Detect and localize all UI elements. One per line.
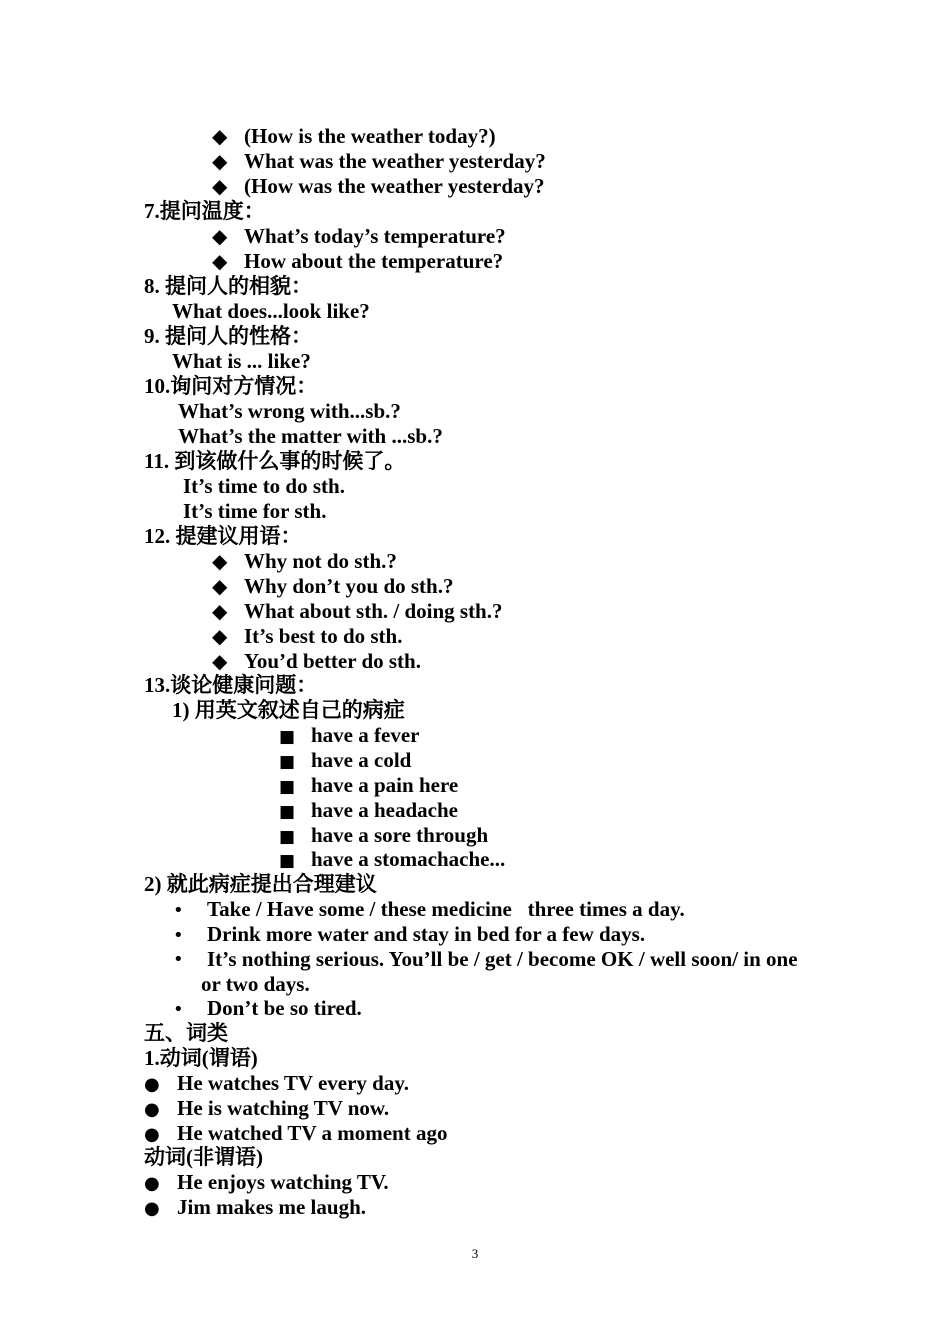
square-bullet-icon: ■ <box>279 851 296 871</box>
square-bullet-icon: ■ <box>279 777 296 797</box>
list-item <box>173 922 645 947</box>
list-item-text: Why not do sth.? <box>244 549 397 573</box>
diamond-bullet-icon: ◆ <box>212 174 228 198</box>
diamond-bullet-icon: ◆ <box>212 249 228 273</box>
list-item-text: How about the temperature? <box>244 249 504 273</box>
list-item <box>279 748 411 773</box>
diamond-bullet-icon: ◆ <box>212 574 228 598</box>
section-heading: 11. 到该做什么事的时候了。 <box>144 449 406 473</box>
list-item <box>212 174 545 199</box>
list-item-text: (How is the weather today?) <box>244 124 496 148</box>
filled-circle-bullet-icon: ● <box>144 1099 160 1120</box>
diamond-bullet-icon: ◆ <box>212 124 228 148</box>
list-item <box>212 149 546 174</box>
list-item-text: He is watching TV now. <box>177 1096 390 1120</box>
phrase-line: What’s wrong with...sb.? <box>178 399 401 423</box>
diamond-bullet-icon: ◆ <box>212 599 228 623</box>
square-bullet-icon: ■ <box>279 752 296 772</box>
diamond-bullet-icon: ◆ <box>212 649 228 673</box>
list-item <box>212 549 397 574</box>
list-item-text: (How was the weather yesterday? <box>244 174 545 198</box>
list-item-text: It’s nothing serious. You’ll be / get / become OK / well soon/ in one or two days. <box>201 947 798 996</box>
list-item <box>212 649 421 674</box>
list-item-text: He watched TV a moment ago <box>177 1121 448 1145</box>
list-item-text: What’s today’s temperature? <box>244 224 506 248</box>
subsection-heading: 1) 用英文叙述自己的病症 <box>172 698 405 722</box>
section-heading: 13.谈论健康问题： <box>144 673 318 697</box>
list-item-text: Jim makes me laugh. <box>177 1195 366 1219</box>
phrase-line: It’s time to do sth. <box>183 474 345 498</box>
list-item-text: What was the weather yesterday? <box>244 149 546 173</box>
list-item <box>279 823 488 848</box>
list-item <box>279 798 458 823</box>
list-item <box>212 224 506 249</box>
list-item <box>279 723 419 748</box>
diamond-bullet-icon: ◆ <box>212 549 228 573</box>
list-item <box>144 1170 389 1195</box>
list-item <box>212 249 503 274</box>
list-item <box>173 897 685 922</box>
filled-circle-bullet-icon: ● <box>144 1124 160 1145</box>
subsection-heading: 2) 就此病症提出合理建议 <box>144 872 377 896</box>
list-item-text: have a cold <box>311 748 412 772</box>
page-number: 3 <box>471 1246 479 1261</box>
round-bullet-icon: • <box>173 900 184 921</box>
phrase-line: What’s the matter with ...sb.? <box>178 424 443 448</box>
round-bullet-icon: • <box>173 925 184 946</box>
list-item <box>144 1121 447 1146</box>
section-heading: 五、词类 <box>144 1021 228 1045</box>
list-item-text: have a pain here <box>311 773 459 797</box>
list-item-text: Drink more water and stay in bed for a few days. <box>207 922 646 946</box>
list-item <box>144 1195 366 1220</box>
phrase-line: What does...look like? <box>172 299 370 323</box>
list-item <box>173 996 362 1021</box>
subsection-heading: 动词(非谓语) <box>144 1145 263 1169</box>
list-item-text: have a headache <box>311 798 458 822</box>
list-item <box>212 624 402 649</box>
list-item-text: Don’t be so tired. <box>207 996 362 1020</box>
list-item <box>279 847 505 872</box>
section-heading: 10.询问对方情况： <box>144 374 318 398</box>
section-heading: 8. 提问人的相貌： <box>144 274 312 298</box>
section-heading: 9. 提问人的性格： <box>144 324 312 348</box>
filled-circle-bullet-icon: ● <box>144 1074 160 1095</box>
list-item-text: He enjoys watching TV. <box>177 1170 389 1194</box>
list-item <box>279 773 458 798</box>
round-bullet-icon: • <box>173 949 184 970</box>
square-bullet-icon: ■ <box>279 802 296 822</box>
filled-circle-bullet-icon: ● <box>144 1173 160 1194</box>
section-heading: 7.提问温度： <box>144 199 265 223</box>
list-item-text: have a sore through <box>311 823 489 847</box>
square-bullet-icon: ■ <box>279 827 296 847</box>
list-item <box>173 947 801 997</box>
filled-circle-bullet-icon: ● <box>144 1198 160 1219</box>
list-item-text: Take / Have some / these medicine three times a day. <box>207 897 685 921</box>
list-item <box>212 124 496 149</box>
list-item-text: What about sth. / doing sth.? <box>244 599 503 623</box>
list-item-text: have a stomachache... <box>311 847 506 871</box>
list-item <box>144 1071 409 1096</box>
list-item <box>212 599 503 624</box>
list-item-text: Why don’t you do sth.? <box>244 574 454 598</box>
phrase-line: What is ... like? <box>172 349 311 373</box>
square-bullet-icon: ■ <box>279 727 296 747</box>
phrase-line: It’s time for sth. <box>183 499 327 523</box>
list-item <box>144 1096 389 1121</box>
section-heading: 12. 提建议用语： <box>144 524 302 548</box>
diamond-bullet-icon: ◆ <box>212 149 228 173</box>
list-item-text: You’d better do sth. <box>244 649 421 673</box>
list-item-text: have a fever <box>311 723 420 747</box>
round-bullet-icon: • <box>173 999 184 1020</box>
list-item-text: It’s best to do sth. <box>244 624 403 648</box>
list-item <box>212 574 453 599</box>
diamond-bullet-icon: ◆ <box>212 224 228 248</box>
diamond-bullet-icon: ◆ <box>212 624 228 648</box>
list-item-text: He watches TV every day. <box>177 1071 409 1095</box>
subsection-heading: 1.动词(谓语) <box>144 1046 258 1070</box>
